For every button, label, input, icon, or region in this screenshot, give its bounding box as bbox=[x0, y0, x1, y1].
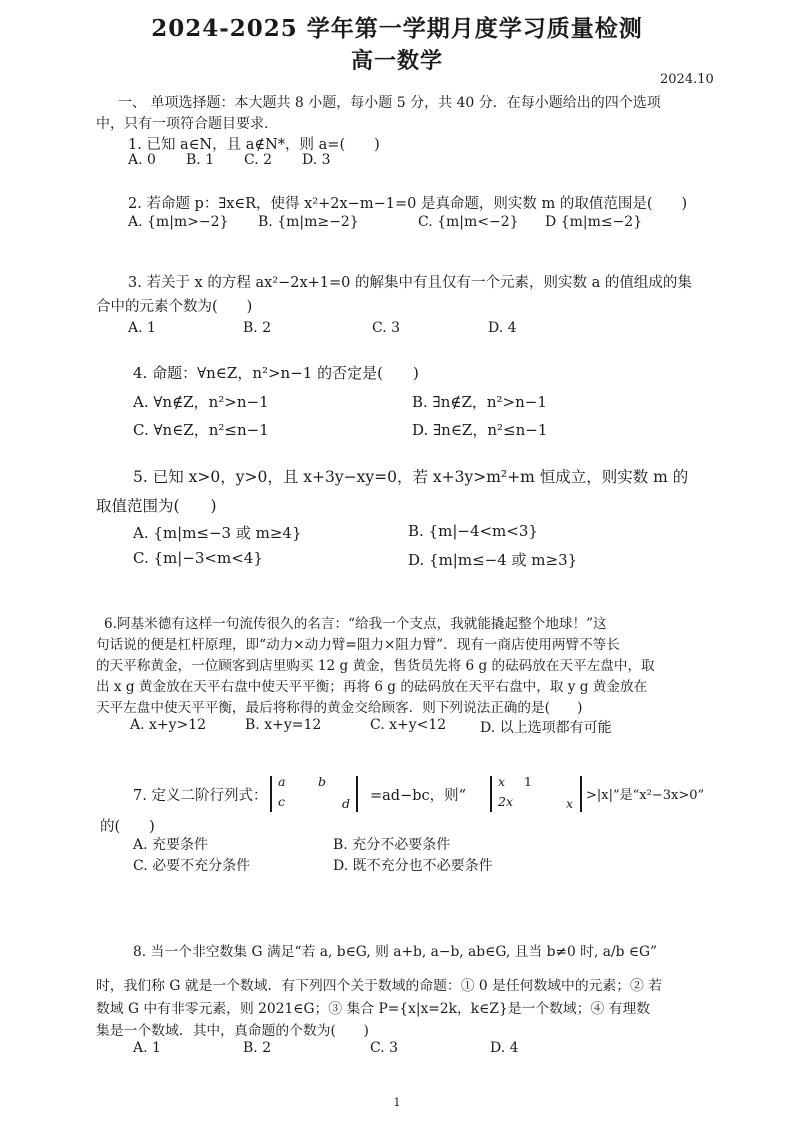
question-4-option-d: D. ∃n∈Z，n²≤n−1 bbox=[412, 421, 548, 439]
question-2-option-b: B. {m|m≥−2} bbox=[258, 214, 359, 230]
question-1-option-a: A. 0 bbox=[128, 152, 156, 168]
question-8-stem-line-1: 8. 当一个非空数集 G 满足“若 a, b∈G, 则 a+b, a−b, ab∈G, 且当 b≠0 时, a/b ∈G” bbox=[133, 944, 658, 960]
question-6-stem-line-5: 天平左盘中使天平平衡，最后将称得的黄金交给顾客．则下列说法正确的是( ) bbox=[96, 700, 583, 716]
question-6-option-c: C. x+y<12 bbox=[370, 717, 447, 733]
question-7-suffix: >|x|”是“x²−3x>0” bbox=[586, 788, 705, 803]
question-3-option-a: A. 1 bbox=[128, 320, 156, 336]
question-5-option-b: B. {m|−4<m<3} bbox=[408, 522, 538, 540]
question-4-option-b: B. ∃n∉Z，n²>n−1 bbox=[412, 393, 547, 411]
question-6-option-a: A. x+y>12 bbox=[130, 717, 207, 733]
question-3-stem: 3. 若关于 x 的方程 ax²−2x+1=0 的解集中有且仅有一个元素，则实数 a 的值组成的集 bbox=[128, 275, 692, 291]
section-heading-cont: 中，只有一项符合题目要求． bbox=[96, 116, 278, 132]
question-7-prefix: 7. 定义二阶行列式： bbox=[133, 788, 268, 804]
question-7-option-b: B. 充分不必要条件 bbox=[333, 837, 451, 853]
question-5-option-d: D. {m|m≤−4 或 m≥3} bbox=[408, 551, 578, 569]
question-5-stem-cont: 取值范围为( ) bbox=[96, 497, 217, 515]
question-3-option-c: C. 3 bbox=[372, 320, 401, 336]
question-2-option-d: D {m|m≤−2} bbox=[545, 214, 643, 230]
question-8-option-b: B. 2 bbox=[243, 1040, 272, 1056]
question-6-option-b: B. x+y=12 bbox=[245, 717, 322, 733]
question-8-stem-line-3: 数域 G 中有非零元素，则 2021∈G；③ 集合 P={x|x=2k，k∈Z}是一个数域；④ 有理数 bbox=[96, 1001, 651, 1017]
question-8-option-d: D. 4 bbox=[490, 1040, 519, 1056]
question-8-option-c: C. 3 bbox=[370, 1040, 399, 1056]
question-7-stem-cont: 的( ) bbox=[100, 819, 155, 835]
question-2-stem: 2. 若命题 p：∃x∈R，使得 x²+2x−m−1=0 是真命题，则实数 m 的取值范围是( ) bbox=[128, 196, 688, 212]
question-5-option-c: C. {m|−3<m<4} bbox=[133, 549, 263, 567]
question-2-option-c: C. {m|m<−2} bbox=[418, 214, 519, 230]
question-8-stem-line-4: 集是一个数域．其中，真命题的个数为( ) bbox=[96, 1023, 369, 1039]
question-6-stem-line-2: 句话说的便是杠杆原理，即“动力×动力臂=阻力×阻力臂”．现有一商店使用两臂不等长 bbox=[96, 637, 620, 653]
question-7-option-d: D. 既不充分也不必要条件 bbox=[333, 858, 493, 874]
question-7-option-a: A. 充要条件 bbox=[133, 837, 209, 853]
question-4-option-a: A. ∀n∉Z，n²>n−1 bbox=[133, 393, 269, 411]
exam-title: 2024-2025 学年第一学期月度学习质量检测 bbox=[151, 15, 643, 42]
question-6-stem-line-4: 出 x g 黄金放在天平右盘中使天平平衡；再将 6 g 的砝码放在天平右盘中，取 y g 黄金放在 bbox=[96, 679, 648, 695]
question-3-option-b: B. 2 bbox=[243, 320, 272, 336]
question-1-option-b: B. 1 bbox=[186, 152, 215, 168]
exam-subtitle: 高一数学 bbox=[350, 48, 443, 74]
question-8-option-a: A. 1 bbox=[133, 1040, 161, 1056]
section-heading: 一、 单项选择题：本大题共 8 小题，每小题 5 分，共 40 分．在每小题给出的四个选项 bbox=[118, 95, 661, 111]
question-4-option-c: C. ∀n∈Z，n²≤n−1 bbox=[133, 421, 269, 439]
question-7-mid: =ad−bc，则“ bbox=[370, 788, 467, 804]
question-6-stem-line-3: 的天平称黄金，一位顾客到店里购买 12 g 黄金，售货员先将 6 g 的砝码放在天平左盘中，取 bbox=[96, 658, 655, 674]
question-5-stem: 5. 已知 x>0，y>0，且 x+3y−xy=0，若 x+3y>m²+m 恒成立，则实数 m 的 bbox=[133, 468, 689, 486]
question-8-stem-line-2: 时，我们称 G 就是一个数域．有下列四个关于数域的命题：① 0 是任何数域中的元素；② 若 bbox=[96, 978, 663, 994]
exam-page: 2024-2025 学年第一学期月度学习质量检测 高一数学 2024.10 一、 单项选择题：本大题共 8 小题，每小题 5 分，共 40 分．在每小题给出的四个选项 中，只有一项符合题目要求． 1. 已知 a∈N，且 a∉N*，则 a=( ) A. 0 B. 1 C. 2 D. 3 2. 若命题 p：∃x∈R，使得 x²+2x−m−1=0 是真命题，则实数 m 的取值范围是( ) A. {m|m>−2} B. {m|m≥−2} C. {m|m<−2} D {m|m≤−2} 3. 若关于 x 的方程 ax²−2x+1=0 的解集中有且仅有一个元素，则实数 a 的值组成的集 合中的元素个数为( ) A. 1 B. 2 C. 3 D. 4 4. 命题：∀n∈Z，n²>n−1 的否定是( ) A. ∀n∉Z，n²>n−1 B. ∃n∉Z，n²>n−1 C. ∀n∈Z，n²≤n−1 D. ∃n∈Z，n²≤n−1 5. 已知 x>0，y>0，且 x+3y−xy=0，若 x+3y>m²+m 恒成立，则实数 m 的 取值范围为( ) A. {m|m≤−3 或 m≥4} B. {m|−4<m<3} C. {m|−3<m<4} D. {m|m≤−4 或 m≥3} 6.阿基米德有这样一句流传很久的名言：“给我一个支点，我就能撬起整个地球！”这 句话说的便是杠杆原理，即“动力×动力臂=阻力×阻力臂”．现有一商店使用两臂不等长 的天平称黄金，一位顾客到店里购买 12 g 黄金，售货员先将 6 g 的砝码放在天平左盘中，取 出 x g 黄金放在天平右盘中使天平平衡；再将 6 g 的砝码放在天平右盘中，取 y g 黄金放在 天平左盘中使天平平衡，最后将称得的黄金交给顾客．则下列说法正确的是( ) A. x+y>12 B. x+y=12 C. x+y<12 D. 以上选项都有可能 7. 定义二阶行列式： a b c d =ad−bc，则“ x 1 2x x >|x|”是“x²−3x>0” 的( ) A. 充要条件 B. 充分不必要条件 C. 必要不充分条件 D. 既不充分也不必要条件 8. 当一个非空数集 G 满足“若 a, b∈G, 则 a+b, a−b, ab∈G, 且当 b≠0 时, a/b ∈G” 时，我们称 G 就是一个数域．有下列四个关于数域的命题：① 0 是任何数域中的元素；② 若 数域 G 中有非零元素，则 2021∈G；③ 集合 P={x|x=2k，k∈Z}是一个数域；④ 有理数 集是一个数域．其中，真命题的个数为( ) A. 1 B. 2 C. 3 D. 4 1 bbox=[0, 0, 794, 1124]
question-2-option-a: A. {m|m>−2} bbox=[128, 214, 229, 230]
question-1-option-c: C. 2 bbox=[244, 152, 273, 168]
question-4-stem: 4. 命题：∀n∈Z，n²>n−1 的否定是( ) bbox=[133, 364, 419, 382]
question-3-option-d: D. 4 bbox=[488, 320, 517, 336]
question-6-option-d: D. 以上选项都有可能 bbox=[480, 720, 612, 736]
page-number: 1 bbox=[393, 1096, 401, 1109]
question-1-option-d: D. 3 bbox=[302, 152, 331, 168]
question-3-stem-cont: 合中的元素个数为( ) bbox=[96, 299, 253, 315]
question-1-stem: 1. 已知 a∈N，且 a∉N*，则 a=( ) bbox=[128, 137, 380, 153]
exam-date: 2024.10 bbox=[660, 72, 714, 87]
question-6-stem-line-1: 6.阿基米德有这样一句流传很久的名言：“给我一个支点，我就能撬起整个地球！”这 bbox=[104, 616, 607, 632]
question-7-option-c: C. 必要不充分条件 bbox=[133, 858, 251, 874]
question-5-option-a: A. {m|m≤−3 或 m≥4} bbox=[133, 524, 302, 542]
